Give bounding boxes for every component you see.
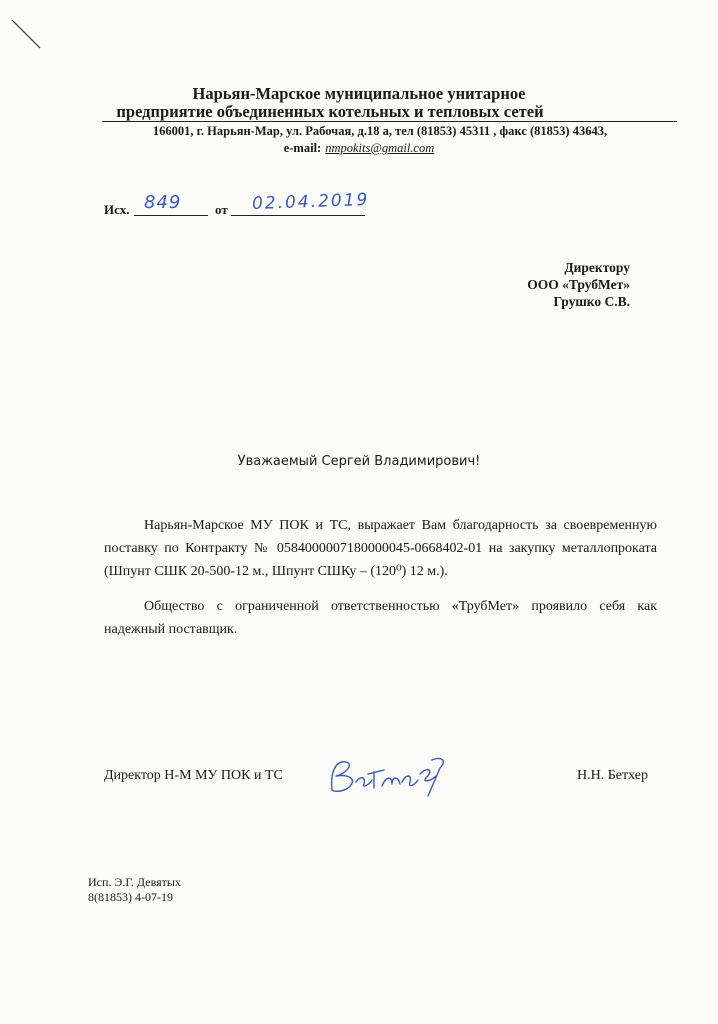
signatory-name: Н.Н. Бетхер (577, 768, 648, 783)
executor-phone: 8(81853) 4-07-19 (88, 890, 173, 904)
recipient-company: ООО «ТрубМет» (527, 277, 630, 292)
outgoing-number-handwritten: 849 (144, 192, 182, 213)
org-address: 166001, г. Нарьян-Мар, ул. Рабочая, д.18 а, тел (81853) 45311 , факс (81853) 43643, (152, 124, 608, 138)
email-label: e-mail: (283, 141, 322, 155)
recipient-position: Директору (564, 260, 630, 275)
handwritten-signature (322, 752, 462, 802)
outgoing-number-label: Исх. (104, 202, 130, 217)
outgoing-date-label: от (215, 202, 228, 217)
email-link[interactable]: nmpokits@gmail.com (325, 141, 435, 155)
org-name-line1: Нарьян-Марское муниципальное унитарное (192, 84, 526, 103)
outgoing-date-handwritten: 02.04.2019 (251, 189, 370, 215)
letter-greeting: Уважаемый Сергей Владимирович! (237, 454, 481, 469)
corner-pen-mark (6, 14, 46, 54)
org-name-line2: предприятие объединенных котельных и тепловых сетей (116, 102, 544, 121)
outgoing-date-underline (231, 215, 365, 216)
outgoing-number-underline (134, 215, 208, 216)
letter-paragraph-1: Нарьян-Марское МУ ПОК и ТС, выражает Вам благодарность за своевременную поставку по Контракту № 0584000007180000045-0668402-01 на закупку металлопроката (Шпунт СШК 20-500-12 м., Шпунт СШКу – (120⁰) 12 м.). (104, 518, 657, 579)
signatory-title: Директор Н-М МУ ПОК и ТС (104, 768, 283, 783)
recipient-name: Грушко С.В. (553, 294, 630, 309)
executor-name: Исп. Э.Г. Девятых (88, 875, 181, 889)
org-email-line (0, 141, 718, 156)
letterhead-rule (102, 121, 677, 122)
letter-paragraph-2: Общество с ограниченной ответственностью «ТрубМет» проявило себя как надежный поставщик. (104, 599, 657, 637)
